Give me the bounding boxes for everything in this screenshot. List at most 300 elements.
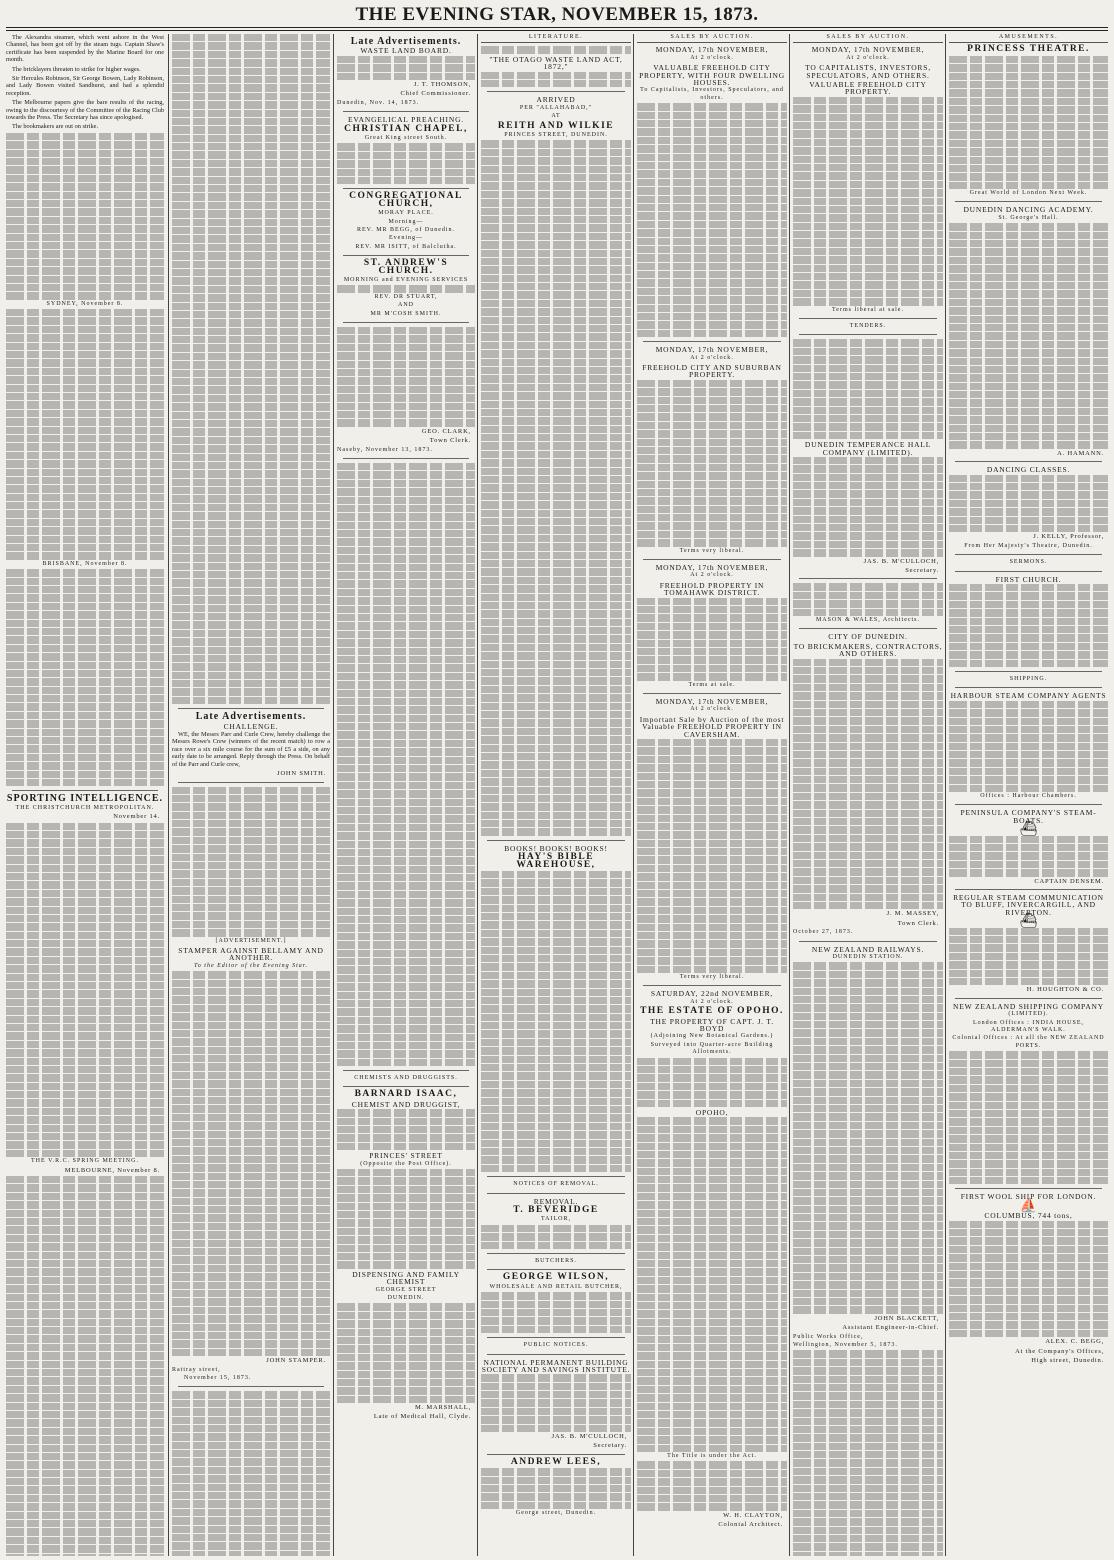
illegible-text-line: [172, 795, 330, 802]
ad-heading: FIRST WOOL SHIP FOR LONDON.: [960, 1192, 1097, 1202]
illegible-text-line: [6, 1445, 164, 1452]
ad-signature-title: Colonial Architect.: [718, 1521, 783, 1529]
illegible-text-line: [793, 1434, 943, 1441]
illegible-text-line: [172, 1340, 330, 1347]
illegible-text-line: [172, 1458, 330, 1465]
illegible-text-line: [6, 1512, 164, 1519]
illegible-text-line: [949, 1076, 1108, 1083]
illegible-text-line: [172, 504, 330, 511]
illegible-text-line: [637, 1083, 787, 1090]
ad-line: WHOLESALE AND RETAIL BUTCHER,: [489, 1283, 623, 1290]
divider: [487, 1337, 625, 1338]
illegible-text-line: [6, 720, 164, 727]
illegible-text-line: [637, 1117, 787, 1124]
illegible-text-line: [172, 1022, 330, 1029]
illegible-text-line: [172, 93, 330, 100]
ad-date: October 27, 1873.: [793, 929, 854, 936]
ad-heading: WASTE LAND BOARD.: [360, 46, 452, 56]
illegible-text-line: [481, 384, 631, 391]
illegible-text-line: [337, 941, 475, 948]
ad-line: From Her Majesty's Theatre, Dunedin.: [964, 542, 1093, 549]
ad-subheading: CHEMIST AND DRUGGIST,: [351, 1099, 461, 1109]
illegible-text-line: [793, 902, 943, 909]
divider: [487, 840, 625, 841]
illegible-text-line: [793, 1485, 943, 1492]
illegible-text-line: [949, 1127, 1108, 1134]
illegible-text-line: [172, 487, 330, 494]
illegible-text-line: [481, 905, 631, 912]
illegible-text-line: [337, 924, 475, 931]
illegible-text-line: [6, 1235, 164, 1242]
illegible-text-line: [6, 469, 164, 476]
illegible-text-line: [793, 147, 943, 154]
news-item: The bricklayers threaten to strike for higher wages.: [12, 65, 141, 73]
ad-signature: JOHN BLACKETT,: [874, 1314, 939, 1322]
illegible-text-line: [949, 643, 1108, 650]
illegible-text-line: [481, 686, 631, 693]
sale-date: MONDAY, 17th NOVEMBER,: [655, 563, 769, 573]
illegible-text-line: [6, 1041, 164, 1048]
dateline: SYDNEY, November 8.: [46, 300, 124, 307]
illegible-text-line: [637, 439, 787, 446]
illegible-text-line: [172, 1425, 330, 1432]
divider: [955, 804, 1102, 805]
illegible-text-line: [949, 307, 1108, 314]
illegible-text-line: [481, 367, 631, 374]
divider: [343, 322, 469, 323]
illegible-text-line: [949, 743, 1108, 750]
illegible-text-line: [172, 428, 330, 435]
illegible-text-line: [6, 1133, 164, 1140]
illegible-text-line: [793, 1080, 943, 1087]
illegible-text-line: [637, 915, 787, 922]
illegible-text-line: [6, 1486, 164, 1493]
illegible-text-line: [172, 621, 330, 628]
illegible-text-line: [481, 392, 631, 399]
illegible-text-line: [793, 759, 943, 766]
illegible-text-line: [793, 1214, 943, 1221]
illegible-text-line: [6, 771, 164, 778]
illegible-text-line: [637, 747, 787, 754]
illegible-text-line: [6, 898, 164, 905]
illegible-text-line: [6, 1150, 164, 1157]
dateline: November 14.: [113, 813, 160, 821]
illegible-text-line: [172, 168, 330, 175]
illegible-text-line: [481, 535, 631, 542]
illegible-text-line: [637, 1210, 787, 1217]
illegible-text-line: [481, 1225, 631, 1232]
illegible-text-line: [637, 154, 787, 161]
illegible-text-line: [949, 265, 1108, 272]
illegible-text-line: [793, 1139, 943, 1146]
illegible-text-line: [949, 525, 1108, 532]
illegible-text-line: [172, 1542, 330, 1549]
illegible-text-line: [337, 538, 475, 545]
illegible-text-line: [337, 715, 475, 722]
illegible-text-line: [949, 1085, 1108, 1092]
illegible-text-line: [481, 644, 631, 651]
illegible-text-line: [337, 352, 475, 359]
illegible-text-line: [6, 1335, 164, 1342]
illegible-text-line: [6, 1243, 164, 1250]
illegible-text-line: [481, 149, 631, 156]
illegible-text-line: [337, 1261, 475, 1268]
illegible-text-line: [172, 554, 330, 561]
illegible-text-line: [172, 1442, 330, 1449]
illegible-text-line: [481, 820, 631, 827]
illegible-text-line: [949, 1296, 1108, 1303]
ad-date: November 15, 1873.: [184, 1374, 252, 1381]
illegible-text-line: [172, 1080, 330, 1087]
illegible-text-line: [481, 359, 631, 366]
illegible-text-line: [949, 115, 1108, 122]
illegible-text-line: [793, 1401, 943, 1408]
illegible-text-line: [637, 187, 787, 194]
illegible-text-line: [172, 1467, 330, 1474]
illegible-text-line: [793, 172, 943, 179]
illegible-text-line: [172, 1105, 330, 1112]
illegible-text-line: [481, 451, 631, 458]
illegible-text-line: [337, 1143, 475, 1150]
illegible-text-line: [793, 1518, 943, 1525]
illegible-text-line: [172, 921, 330, 928]
illegible-text-line: [172, 1231, 330, 1238]
illegible-text-line: [172, 988, 330, 995]
ad-signature: J. T. THOMSON,: [413, 80, 471, 88]
illegible-text-line: [481, 493, 631, 500]
illegible-text-line: [793, 457, 943, 464]
illegible-text-line: [481, 770, 631, 777]
illegible-text-line: [172, 1475, 330, 1482]
illegible-text-line: [637, 673, 787, 680]
illegible-text-line: [637, 1445, 787, 1452]
illegible-text-line: [481, 1114, 631, 1121]
illegible-text-line: [637, 212, 787, 219]
sale-title: THE ESTATE OF OPOHO.: [640, 1006, 784, 1017]
illegible-text-line: [793, 1063, 943, 1070]
illegible-text-line: [172, 529, 330, 536]
illegible-text-line: [949, 978, 1108, 985]
illegible-text-line: [637, 623, 787, 630]
illegible-text-line: [637, 966, 787, 973]
illegible-text-line: [793, 1122, 943, 1129]
divider: [955, 671, 1102, 672]
illegible-text-line: [6, 636, 164, 643]
illegible-text-line: [949, 140, 1108, 147]
illegible-text-line: [6, 1428, 164, 1435]
illegible-text-line: [481, 308, 631, 315]
illegible-text-line: [637, 1369, 787, 1376]
ad-date: Naseby, November 13, 1873.: [337, 446, 433, 453]
divider: [955, 201, 1102, 202]
illegible-text-line: [481, 518, 631, 525]
illegible-text-line: [637, 924, 787, 931]
illegible-text-line: [481, 989, 631, 996]
illegible-text-line: [793, 810, 943, 817]
illegible-text-line: [172, 42, 330, 49]
sale-title: TO CAPITALISTS, INVESTORS, SPECULATORS, AND OTHERS.: [805, 63, 931, 80]
illegible-text-line: [172, 1131, 330, 1138]
illegible-text-line: [481, 1072, 631, 1079]
illegible-text-line: [172, 386, 330, 393]
illegible-text-line: [949, 232, 1108, 239]
illegible-text-line: [637, 1151, 787, 1158]
illegible-text-line: [481, 812, 631, 819]
illegible-text-line: [6, 611, 164, 618]
illegible-text-line: [793, 659, 943, 666]
illegible-text-line: [637, 882, 787, 889]
illegible-text-line: [793, 709, 943, 716]
illegible-text-line: [172, 269, 330, 276]
illegible-text-line: [793, 1155, 943, 1162]
illegible-text-line: [793, 1426, 943, 1433]
illegible-text-line: [6, 965, 164, 972]
illegible-text-line: [6, 1436, 164, 1443]
illegible-text-line: [637, 773, 787, 780]
illegible-text-line: [6, 839, 164, 846]
illegible-text-line: [6, 745, 164, 752]
illegible-text-line: [481, 1064, 631, 1071]
sale-date: MONDAY, 17th NOVEMBER,: [811, 45, 925, 55]
divider: [955, 998, 1102, 999]
ad-subheading: St. George's Hall.: [998, 214, 1059, 221]
illegible-text-line: [481, 1039, 631, 1046]
illegible-text-line: [172, 361, 330, 368]
illegible-text-line: [6, 890, 164, 897]
ad-heading: FIRST CHURCH.: [995, 574, 1062, 584]
illegible-text-line: [337, 681, 475, 688]
illegible-text-line: [949, 500, 1108, 507]
illegible-text-line: [172, 663, 330, 670]
illegible-text-line: [793, 885, 943, 892]
illegible-text-line: [793, 1510, 943, 1517]
illegible-text-line: [6, 217, 164, 224]
illegible-text-line: [949, 618, 1108, 625]
ad-line: Offices : Harbour Chambers.: [980, 793, 1077, 800]
illegible-text-line: [481, 476, 631, 483]
illegible-text-line: [337, 606, 475, 613]
illegible-text-line: [481, 610, 631, 617]
illegible-text-line: [637, 890, 787, 897]
illegible-text-line: [6, 385, 164, 392]
illegible-text-line: [337, 1379, 475, 1386]
illegible-text-line: [637, 598, 787, 605]
illegible-text-line: [6, 359, 164, 366]
illegible-text-line: [6, 317, 164, 324]
illegible-text-line: [637, 305, 787, 312]
ad-heading: CITY OF DUNEDIN.: [828, 632, 908, 642]
illegible-text-line: [481, 719, 631, 726]
section-heading: Late Advertisements.: [195, 711, 307, 723]
illegible-text-line: [6, 1058, 164, 1065]
illegible-text-line: [637, 1058, 787, 1065]
illegible-text-line: [637, 1436, 787, 1443]
illegible-text-line: [637, 229, 787, 236]
sale-terms: Terms at sale.: [688, 681, 736, 688]
illegible-text-line: [172, 1139, 330, 1146]
illegible-text-line: [793, 398, 943, 405]
illegible-text-line: [337, 1034, 475, 1041]
illegible-text-line: [172, 1484, 330, 1491]
section-heading: Late Advertisements.: [350, 36, 462, 47]
illegible-text-line: [793, 592, 943, 599]
illegible-text-line: [793, 206, 943, 213]
illegible-text-line: [172, 820, 330, 827]
illegible-text-line: [337, 327, 475, 334]
illegible-text-line: [6, 309, 164, 316]
illegible-text-line: [793, 231, 943, 238]
illegible-text-line: [6, 1377, 164, 1384]
illegible-text-line: [337, 1303, 475, 1310]
illegible-text-line: [793, 1376, 943, 1383]
illegible-text-line: [6, 1302, 164, 1309]
illegible-text-line: [637, 756, 787, 763]
illegible-text-line: [481, 350, 631, 357]
illegible-text-line: [6, 628, 164, 635]
illegible-text-line: [949, 768, 1108, 775]
illegible-text-line: [337, 882, 475, 889]
illegible-text-line: [481, 947, 631, 954]
illegible-text-line: [949, 844, 1108, 851]
illegible-text-line: [793, 1281, 943, 1288]
illegible-text-line: [6, 284, 164, 291]
illegible-text-line: [6, 873, 164, 880]
illegible-text-line: [793, 971, 943, 978]
illegible-text-line: [172, 647, 330, 654]
illegible-text-line: [6, 443, 164, 450]
illegible-text-line: [637, 1143, 787, 1150]
illegible-text-line: [172, 1290, 330, 1297]
illegible-text-line: [637, 246, 787, 253]
sale-title: FREEHOLD PROPERTY IN TOMAHAWK DISTRICT.: [659, 580, 765, 598]
illegible-text-line: [481, 728, 631, 735]
illegible-text-line: [793, 248, 943, 255]
illegible-text-line: [172, 896, 330, 903]
ad-heading: GEORGE WILSON,: [502, 1272, 610, 1283]
illegible-text-line: [481, 803, 631, 810]
illegible-text-line: [6, 1201, 164, 1208]
illegible-text-line: [6, 1285, 164, 1292]
divider: [799, 578, 937, 579]
illegible-text-line: [637, 221, 787, 228]
ad-line: George street, Dunedin.: [515, 1510, 597, 1517]
illegible-text-line: [949, 508, 1108, 515]
illegible-text-line: [172, 680, 330, 687]
steamship-icon: ⛴: [1019, 822, 1038, 838]
illegible-text-line: [949, 852, 1108, 859]
illegible-text-line: [172, 537, 330, 544]
illegible-text-line: [172, 294, 330, 301]
illegible-text-line: [337, 799, 475, 806]
illegible-text-line: [793, 1222, 943, 1229]
illegible-text-line: [172, 1013, 330, 1020]
illegible-text-line: [793, 1147, 943, 1154]
illegible-text-line: [793, 432, 943, 439]
illegible-text-line: [337, 849, 475, 856]
illegible-text-line: [337, 723, 475, 730]
ad-heading: REITH AND WILKIE: [497, 120, 615, 131]
illegible-text-line: [637, 489, 787, 496]
illegible-text-line: [172, 454, 330, 461]
illegible-text-line: [337, 841, 475, 848]
illegible-text-line: [481, 955, 631, 962]
illegible-text-line: [793, 1097, 943, 1104]
illegible-text-line: [6, 343, 164, 350]
illegible-text-line: [481, 283, 631, 290]
sale-title: VALUABLE FREEHOLD CITY PROPERTY, WITH FOUR DWELLING HOUSES.: [639, 63, 785, 88]
illegible-text-line: [481, 233, 631, 240]
illegible-text-line: [481, 1089, 631, 1096]
illegible-text-line: [6, 1528, 164, 1535]
illegible-text-line: [172, 1551, 330, 1556]
illegible-text-line: [793, 1493, 943, 1500]
illegible-text-line: [337, 1253, 475, 1260]
illegible-text-line: [637, 330, 787, 337]
illegible-text-line: [6, 1226, 164, 1233]
illegible-text-line: [481, 879, 631, 886]
illegible-text-line: [6, 1125, 164, 1132]
illegible-text-line: [637, 1091, 787, 1098]
sale-date: MONDAY, 17th NOVEMBER,: [655, 696, 769, 706]
illegible-text-line: [949, 1118, 1108, 1125]
illegible-text-line: [793, 239, 943, 246]
illegible-text-line: [949, 475, 1108, 482]
illegible-text-line: [6, 754, 164, 761]
illegible-text-line: [949, 1110, 1108, 1117]
illegible-text-line: [949, 56, 1108, 63]
illegible-text-line: [637, 1285, 787, 1292]
ad-signature: H. HOUGHTON & CO.: [1026, 986, 1104, 994]
illegible-text-line: [481, 224, 631, 231]
divider: [643, 341, 781, 342]
illegible-text-line: [172, 1147, 330, 1154]
illegible-text-line: [949, 223, 1108, 230]
illegible-text-line: [337, 765, 475, 772]
illegible-text-line: [637, 288, 787, 295]
illegible-text-line: [6, 1520, 164, 1527]
illegible-text-line: [481, 375, 631, 382]
illegible-text-line: [481, 501, 631, 508]
illegible-text-line: [6, 1495, 164, 1502]
illegible-text-line: [793, 198, 943, 205]
illegible-text-line: [793, 114, 943, 121]
illegible-text-line: [793, 784, 943, 791]
ad-subheading: Great King street South.: [364, 135, 448, 142]
illegible-text-line: [337, 56, 475, 63]
illegible-text-line: [481, 1493, 631, 1500]
illegible-text-line: [337, 1008, 475, 1015]
illegible-text-line: [481, 250, 631, 257]
illegible-text-line: [637, 648, 787, 655]
sale-line: The Title is under the Act.: [667, 1452, 757, 1459]
illegible-text-line: [637, 321, 787, 328]
illegible-text-line: [172, 344, 330, 351]
illegible-text-line: [6, 1268, 164, 1275]
illegible-text-line: [6, 334, 164, 341]
illegible-text-line: [793, 1552, 943, 1556]
illegible-text-line: [172, 1450, 330, 1457]
illegible-text-line: [949, 928, 1108, 935]
illegible-text-line: [337, 916, 475, 923]
illegible-text-line: [172, 862, 330, 869]
illegible-text-line: [172, 655, 330, 662]
illegible-text-line: [337, 1312, 475, 1319]
illegible-text-line: [793, 214, 943, 221]
illegible-text-line: [637, 279, 787, 286]
ad-tag: [ADVERTISEMENT.]: [215, 937, 287, 944]
column-heading: SALES BY AUCTION.: [793, 34, 943, 43]
illegible-text-line: [6, 536, 164, 543]
